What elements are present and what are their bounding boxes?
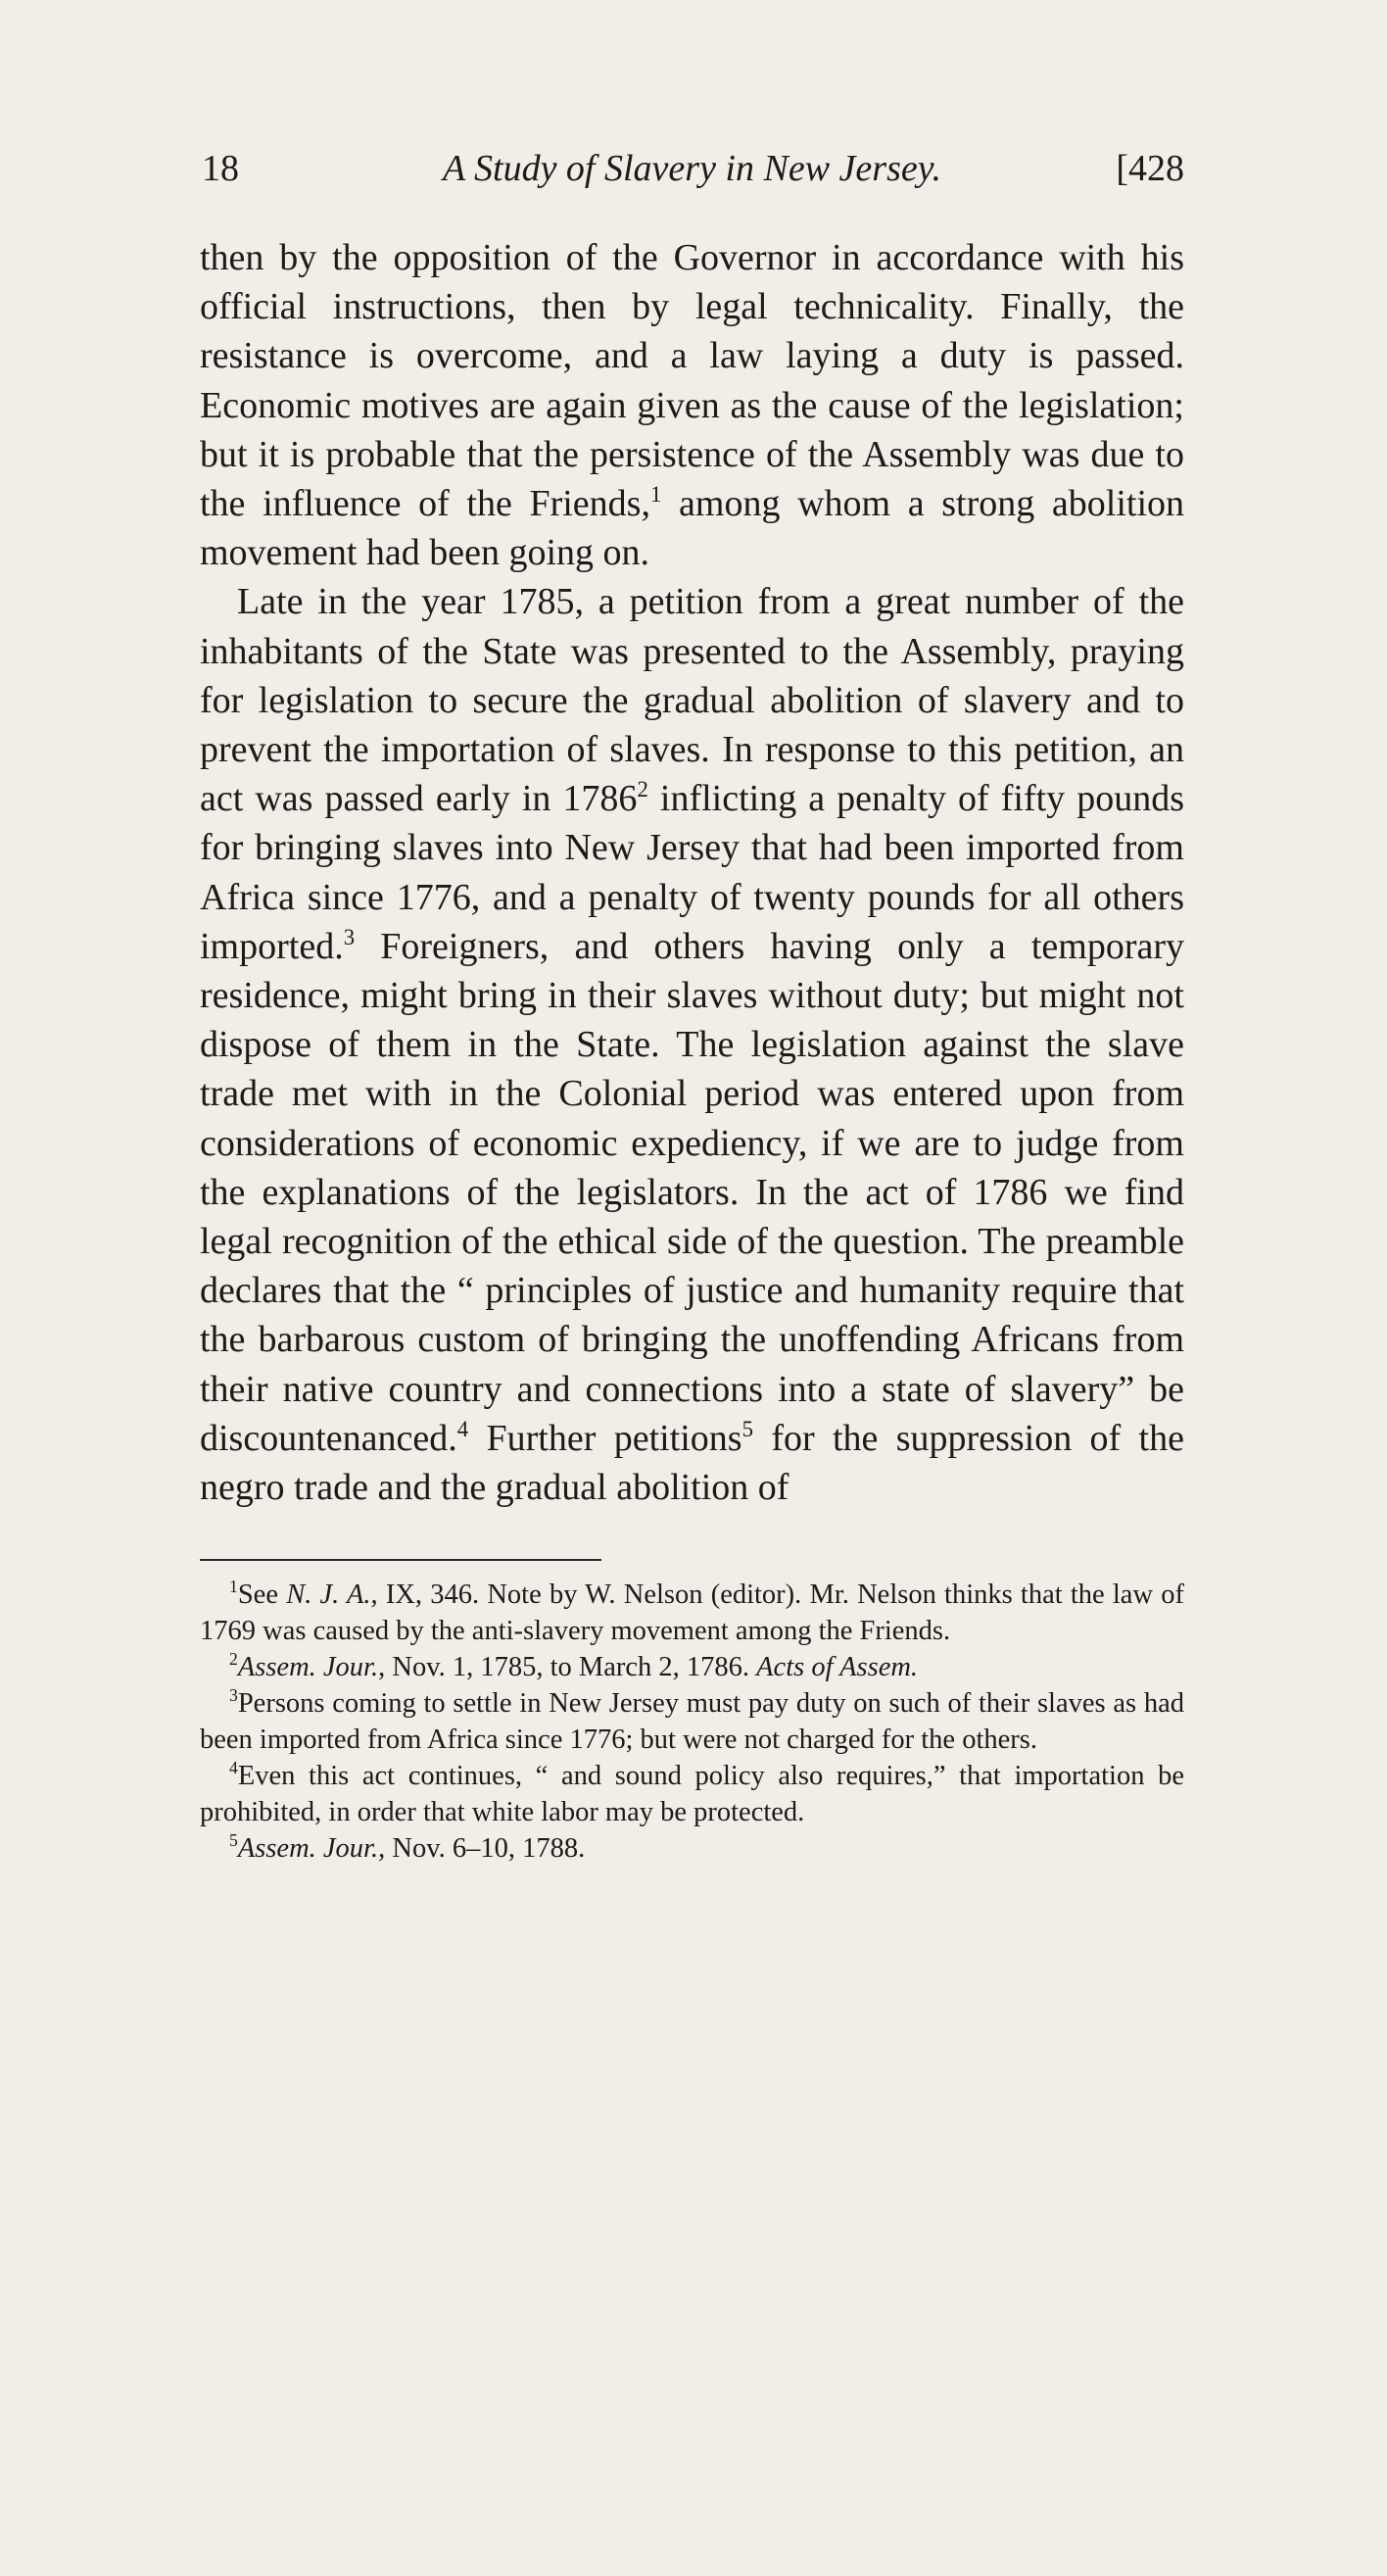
footnote-ref-2: 2 (637, 777, 648, 802)
paragraph-1 (200, 233, 1184, 577)
footnote-2-text: , Nov. 1, 1785, to March 2, 1786. (378, 1652, 757, 1683)
footnote-ref-5: 5 (741, 1416, 753, 1441)
footnotes (200, 1577, 1184, 1867)
footnote-divider (200, 1559, 601, 1561)
page-number: 18 (202, 148, 239, 189)
footnote-5-citation: Assem. Jour. (237, 1833, 379, 1865)
footnote-2-acts: Acts of Assem. (756, 1652, 919, 1683)
paragraph-1-text-a: then by the opposition of the Governor in accordance with his official instructions, then by legal technicality. Finally, the resistance is overcome, and a law laying a duty is passed. Economic motives are again given as the cause of the legislation; but it is probable that the persistence of the Assembly was due to the influence of the Friends, (200, 237, 1184, 525)
original-page-number: [428 (1116, 148, 1184, 189)
footnote-ref-1: 1 (649, 481, 662, 507)
footnote-2-citation: Assem. Jour. (237, 1652, 379, 1683)
footnote-4-text: Even this act continues, “ and sound policy also requires,” that importation be prohibited, in order that white labor may be protected. (200, 1761, 1184, 1828)
paragraph-1-text-b: among whom a strong abolition movement had been going on. (200, 483, 1184, 574)
footnote-ref-4: 4 (456, 1416, 469, 1441)
footnote-5 (200, 1830, 1184, 1867)
paragraph-2-text-c: Foreigners, and others having only a temporary residence, might bring in their slaves without duty; but might not dispose of them in the State. The legislation against the slave trade met with in the Colonial period was entered upon from considerations of economic expediency, if we are to judge from the explanations of the legislators. In the act of 1786 we find legal recognition of the ethical side of the question. The preamble declares that the “ principles of justice and humanity require that the barbarous custom of bringing the unoffending Africans from their native country and connections into a state of slavery” be discountenanced. (200, 925, 1184, 1459)
footnote-4 (200, 1758, 1184, 1830)
body-text (200, 233, 1184, 1512)
footnote-3 (200, 1685, 1184, 1758)
footnote-2 (200, 1649, 1184, 1685)
paragraph-2-text-e: for the suppression of the negro trade and the gradual abolition of (200, 1417, 1184, 1509)
running-header (200, 147, 1184, 206)
footnote-1 (200, 1577, 1184, 1649)
footnote-4-marker: 4 (229, 1758, 238, 1778)
footnote-1-citation: N. J. A. (286, 1580, 371, 1611)
paragraph-2-text-b: inflicting a penalty of fifty pounds for bringing slaves into New Jersey that had been imported from Africa since 1776, and a penalty of twenty pounds for all others imported. (200, 778, 1185, 967)
footnote-2-marker: 2 (229, 1649, 238, 1670)
footnote-3-text: Persons coming to settle in New Jersey must pay duty on such of their slaves as had been imported from Africa since 1776; but were not charged for the others. (200, 1688, 1184, 1756)
paragraph-2-text-d: Further petitions (468, 1417, 742, 1459)
paragraph-2-text-a: Late in the year 1785, a petition from a great number of the inhabitants of the State was presented to the Assembly, praying for legislation to secure the gradual abolition of slavery and to prevent the importation of slaves. In response to this petition, an act was passed early in 1786 (200, 581, 1184, 820)
footnote-5-marker: 5 (229, 1830, 238, 1851)
footnote-1-text-b: , IX, 346. Note by W. Nelson (editor). Mr. Nelson thinks that the law of 1769 was caused by the anti-slavery movement among the Friends. (200, 1580, 1184, 1647)
footnote-1-text-a: See (237, 1580, 287, 1611)
footnote-1-marker: 1 (229, 1577, 238, 1597)
footnote-ref-3: 3 (343, 924, 356, 949)
book-page (200, 147, 1184, 1867)
footnote-5-text: , Nov. 6–10, 1788. (378, 1833, 586, 1865)
footnote-3-marker: 3 (229, 1685, 238, 1706)
running-title: A Study of Slavery in New Jersey. (442, 148, 941, 189)
paragraph-2 (200, 577, 1184, 1512)
